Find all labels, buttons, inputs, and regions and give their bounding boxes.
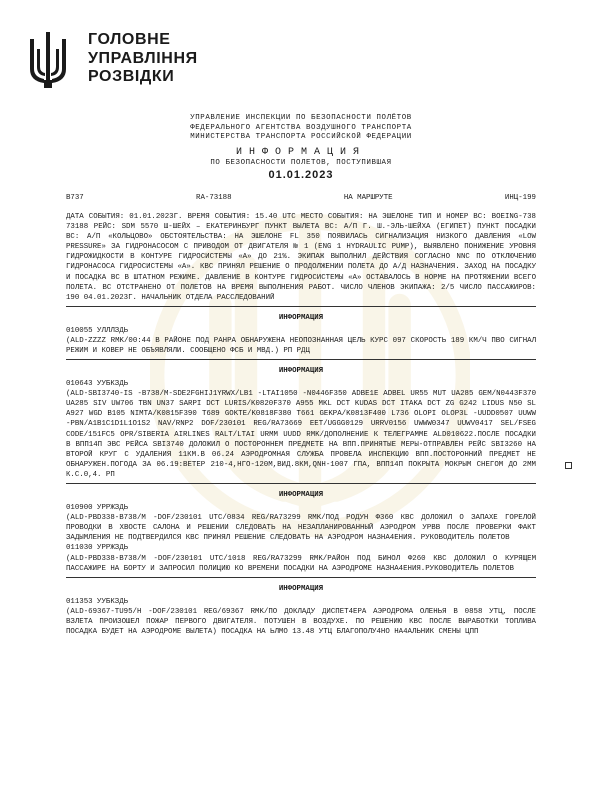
message-text: (ALD-69367-TU95/H -DOF/230101 REG/69367 RMK/ПО ДОКЛАДУ ДИСПЕТ4ЕРА АЭРОДРОМА ОЛЕНЬЯ В 0858 УТЦ, ПОСЛЕ ВЗЛЕТА ПРОИЗОШЕЛ ПОЖАР ПЕРВОГО ДВИГАТЕЛЯ. ПОТУШЕН В ВОЗДУХЕ. ПО РЕШЕНИЮ КВС ПОСЛЕ ВЫРАБОТКИ ТОПЛИВА ПОСАДКА БУДЕТ НА АЭРОДРОМЕ ВЫЛЕТА) ПОСАДКА НА ЬЛМО 13.48 УТЦ БЛАГОПОЛУ4НО НА4АЛЬНИК СМЕНЫ ЦПП bbox=[66, 607, 536, 636]
aircraft-registration: RA-73188 bbox=[196, 194, 232, 203]
safety-report-document bbox=[66, 114, 536, 637]
event-description: ДАТА СОБЫТИЯ: 01.01.2023Г. ВРЕМЯ СОБЫТИЯ: 15.40 UTC МЕСТО СОБЫТИЯ: НА ЭШЕЛОНЕ ТИП И НОМЕР ВС: BOEING-738 73188 РЕЙС: SDM 5570 Ш-ШЕЙХ – ЕКАТЕРИНБУРГ ПУНКТ ВЫЛЕТА ВС: А/П Г. Ш.-ЭЛЬ-ШЕЙХА (ЕГИПЕТ) ПУНКТ ПОСАДКИ ВС: А/П «КОЛЬЦОВО» ОБСТОЯТЕЛЬСТВА: НА ЭШЕЛОНЕ FL 350 ПОЯВИЛАСЬ СИГНАЛИЗАЦИЯ НИЗКОГО ДАВЛЕНИЯ «LOW PRESSURE» ЗА ГИДРОНАСОСОМ С ПРИВОДОМ ОТ ДВИГАТЕЛЯ № 1 (ENG 1 HYDRAULIC PUMP), ВЫЯВЛЕНО ПОНИЖЕНИЕ УРОВНЯ ГИДРОЖИДКОСТИ В КОНТУРЕ ГИДРОСИСТЕМЫ «А» ДО 21%. ЭКИПАЖ ВЫПОЛНИЛ ДЕЙСТВИЯ СОГЛАСНО NNC ПО ОТКЛЮЧЕНИЮ ГИДРОНАСОСА ГИДРОСИСТЕМЫ «А». КВС ПРИНЯЛ РЕШЕНИЕ О ПРОДОЛЖЕНИИ ПОЛЕТА ДО А/Д НАЗНАЧЕНИЯ. ЗАХОД НА ПОСАДКУ И ПОСАДКА ВС В ШТАТНОМ РЕЖИМЕ. ДАВЛЕНИЕ В КОНТУРЕ ГИДРОСИСТЕМЫ «А» ОСТАВАЛОСЬ В НОРМЕ НА ПРОТЯЖЕНИИ ВСЕГО ПОЛЕТА. ВС ОТСТРАНЕНО ОТ ПОЛЕТОВ НА ВРЕМЯ ВЫПОЛНЕНИЯ РАБОТ. ЧИСЛО ЧЛЕНОВ ЭКИПАЖА: 2/5 ЧИСЛО ПАССАЖИРОВ: 190 04.01.2023Г. НАЧАЛЬНИК ОТДЕЛА РАССЛЕДОВАНИЙ bbox=[66, 212, 536, 302]
section-separator bbox=[66, 359, 536, 360]
aircraft-type: B737 bbox=[66, 194, 84, 203]
section-title: ИНФОРМАЦИЯ bbox=[278, 584, 324, 593]
heading-line: УПРАВЛЕНИЕ ИНСПЕКЦИИ ПО БЕЗОПАСНОСТИ ПОЛЁТОВ bbox=[190, 114, 412, 122]
flight-phase: НА МАРШРУТЕ bbox=[343, 194, 393, 203]
message-id: 010643 УУБКЗДЬ bbox=[66, 380, 129, 389]
message-text: (ALD-PBD338-B738/M -DOF/230101 UTC/0834 REG/RA73299 RMK/ПОД РОДУН Ф360 КВС ДОЛОЖИЛ О ЗАПАХЕ ГОРЕЛОЙ ПРОВОДКИ В ХВОСТЕ САЛОНА И РЕШЕНИИ СЛЕДОВАТЬ НА НЕЗАПЛАНИРОВАННЫЙ АЭРОДРОМ УРВВ ПОСЛЕ ПРОВЕРКИ ФАКТ ЗАДЫМЛЕНИЯ НЕ ПОДТВЕРДИЛСЯ КВС ПРИНЯЛ РЕШЕНИЕ СЛЕДОВАТЬ НА АЭРОДРОМ НАЗНА4ЕНИЯ. РУКОВОДИТЕЛЬ ПОЛЕТОВ bbox=[66, 514, 536, 543]
message-text: (ALD-ZZZZ RMK/00:44 В РАЙОНЕ ПОД РАНРА ОБНАРУЖЕНА НЕОПОЗНАННАЯ ЦЕЛЬ КУРС 097 СКОРОСТЬ 189 КМ/Ч ПВО СИГНАЛ РЕЖИМ И КОВЕР НЕ ОБЪЯВЛЯЛИ. СООБЩЕНО ФСБ И МВД.) РП РДЦ bbox=[66, 336, 536, 355]
section-title: ИНФОРМАЦИЯ bbox=[278, 313, 324, 322]
document-heading bbox=[66, 114, 536, 182]
message-id: 010055 УЛЛЛЗДЬ bbox=[66, 326, 129, 335]
information-sections bbox=[66, 306, 536, 637]
section-separator bbox=[66, 577, 536, 578]
info-title: ИНФОРМАЦИЯ bbox=[235, 146, 366, 158]
message-id: 010900 УРРЖЗДЬ bbox=[66, 504, 129, 513]
margin-square-mark bbox=[565, 462, 572, 469]
message-id: 011353 УУБКЗДЬ bbox=[66, 597, 129, 606]
agency-header bbox=[26, 31, 326, 93]
section-separator bbox=[66, 483, 536, 484]
section-title: ИНФОРМАЦИЯ bbox=[278, 367, 324, 376]
message-text: (ALD-PBD338-B738/M -DOF/230101 UTC/1018 REG/RA73299 RMK/РАЙОН ПОД БИНОЛ Ф260 КВС ДОЛОЖИЛ О КУРЯЩЕМ ПАССАЖИРЕ НА БОРТУ И ЗАПРОСИЛ ПОЛИЦИЮ КО ВРЕМЕНИ ПОСАДКИ НА АЭРОДРОМЕ НАЗНА4ЕНИЯ.РУКОВОДИТЕЛЬ ПОЛЕТОВ bbox=[66, 554, 536, 573]
message-id: 011030 УРРЖЗДЬ bbox=[66, 544, 129, 553]
incident-reference: ИНЦ-199 bbox=[504, 194, 536, 203]
section-separator bbox=[66, 306, 536, 307]
agency-name-line: ГОЛОВНЕ bbox=[88, 31, 171, 48]
heading-line: ФЕДЕРАЛЬНОГО АГЕНТСТВА ВОЗДУШНОГО ТРАНСПОРТА bbox=[190, 123, 412, 132]
info-subtitle: ПО БЕЗОПАСНОСТИ ПОЛЕТОВ, ПОСТУПИВШАЯ bbox=[210, 158, 392, 167]
trident-logo-icon bbox=[26, 31, 70, 89]
agency-name-line: РОЗВІДКИ bbox=[88, 68, 175, 85]
agency-name-line: УПРАВЛІННЯ bbox=[88, 49, 198, 67]
event-meta-row bbox=[66, 194, 536, 204]
message-text: (ALD-SBI3740-IS -B738/M-SDE2FGHIJ1YRWX/LB1 -LTAI1050 -N0446F350 ADBE1E ADBEL UR55 MUT UA285 GEM/N0443F370 UA285 SIV UW706 TBN UN37 SARPI DCT LURIS/K0820F370 A955 MKL DCT KUDAS DCT ITAKA DCT ZG G242 LIDUS N50 SL A927 WGD B105 NIMTA/K0815F390 T689 GOKTE/K0818F380 T661 GEKPA/K0813F400 L736 OLOPI OLOP3L -UUDD0507 UUWW -PBN/A1B1C1D1L1O1S2 NAV/RNP2 DOF/230101 REG/RA73669 EET/UGGG0129 URRV0156 UWWW0347 UUWV0417 SEL/FSEG CODE/151FC5 OPR/SIBERIA AIRLINES RALT/LTAI URMM UUDD RMK/ДОПОЛНЕНИЕ К ТЕЛЕГРАММЕ ALD010622.ПОСЛЕ ПОСАДКИ В ВПП14П ЭВС РЕЙСА SBI3740 ДОЛОЖИЛ О ПОСТОРОННЕМ ПРЕДМЕТЕ НА ВПП.ПРИНЯТЫЕ МЕРЫ-ОТПРАВЛЕН РЕЙС SBI3260 НА ВТОРОЙ КРУГ С УДАЛЕНИЯ 11КМ.В 06.24 АЭРОДРОМНАЯ СЛУЖБА ПРОВЕЛА ИНСПЕКЦИЮ ВПП.ПОСТОРОННИЙ ПРЕДМЕТ НЕ ОБНАРУЖЕН.ПОГОДА ЗА 06.19:ВЕТЕР 210-4,НГО-120М,ВИД.8КМ,QNH-1007 ГПА, ВПП14П ПОКРЫТА МОКРЫМ СНЕГОМ ДО 2ММ К.С.0,4. РП bbox=[66, 390, 536, 479]
section-title: ИНФОРМАЦИЯ bbox=[278, 491, 324, 500]
report-date: 01.01.2023 bbox=[268, 169, 334, 182]
heading-line: МИНИСТЕРСТВА ТРАНСПОРТА РОССИЙСКОЙ ФЕДЕРАЦИИ bbox=[190, 133, 412, 142]
agency-name bbox=[88, 31, 198, 87]
